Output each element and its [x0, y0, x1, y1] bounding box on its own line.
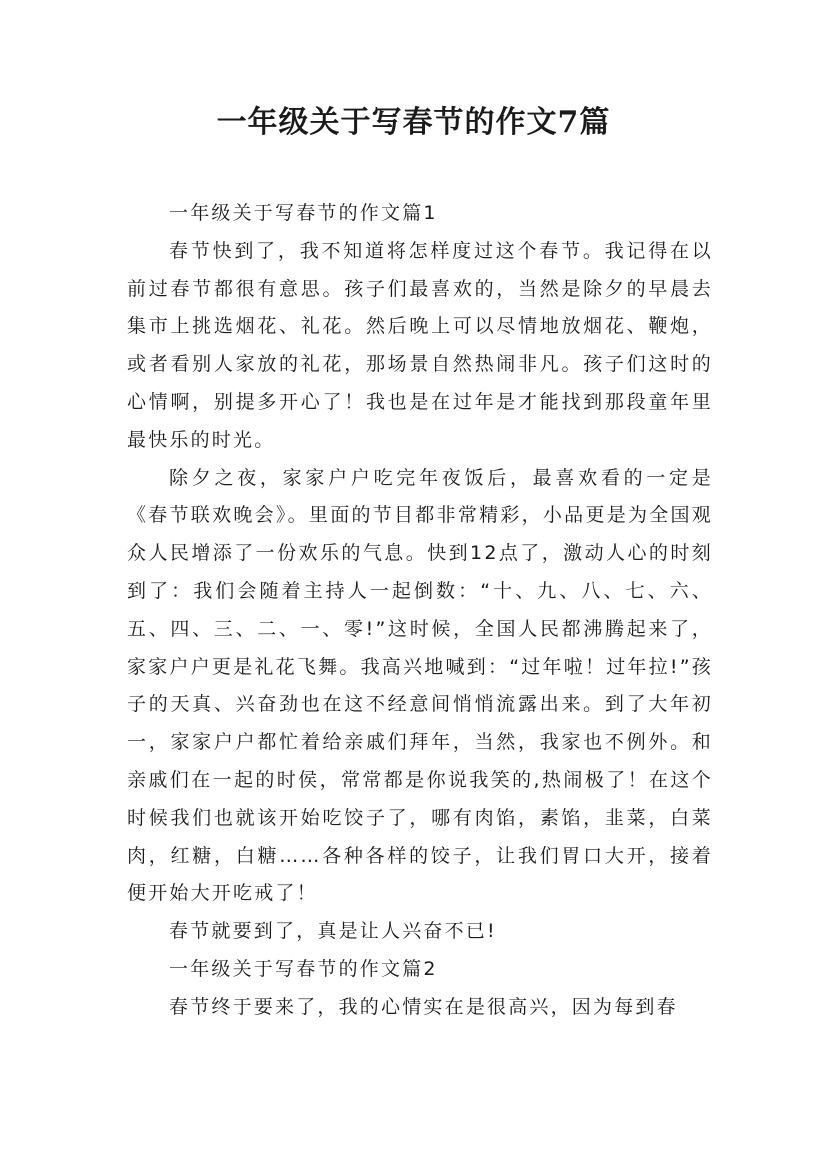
paragraph-1-1: 春节快到了，我不知道将怎样度过这个春节。我记得在以前过春节都很有意思。孩子们最喜欢的，当然是除夕的早晨去集市上挑选烟花、礼花。然后晚上可以尽情地放烟花、鞭炮，或者看别人家放的礼花，那场景自然热闹非凡。孩子们这时的心情啊，别提多开心了！我也是在过年是才能找到那段童年里最快乐的时光。	[127, 239, 713, 451]
section-heading-2: 一年级关于写春节的作文篇2	[169, 957, 438, 980]
section-heading-1: 一年级关于写春节的作文篇1	[169, 202, 438, 224]
paragraph-1-3: 春节就要到了，真是让人兴奋不已!	[169, 920, 497, 943]
paragraph-1-2: 除夕之夜，家家户户吃完年夜饭后，最喜欢看的一定是《春节联欢晚会》。里面的节目都非常精彩，小品更是为全国观众人民增添了一份欢乐的气息。快到12点了，激动人心的时刻到了：我们会随着主持人一起倒数：“十、九、八、七、六、五、四、三、二、一、零!”这时候，全国人民都沸腾起来了，家家户户更是礼花飞舞。我高兴地喊到：“过年啦！过年拉!”孩子的天真、兴奋劲也在这不经意间悄悄流露出来。到了大年初一，家家户户都忙着给亲戚们拜年，当然，我家也不例外。和亲戚们在一起的时侯，常常都是你说我笑的,热闹极了！在这个时候我们也就该开始吃饺子了，哪有肉馅，素馅，韭菜，白菜肉，红糖，白糖……各种各样的饺子，让我们胃口大开，接着便开始大开吃戒了！	[127, 466, 713, 905]
document-body	[127, 195, 713, 1027]
paragraph-2-1: 春节终于要来了，我的心情实在是很高兴，因为每到春	[169, 995, 678, 1018]
document-title: 一年级关于写春节的作文7篇	[216, 105, 611, 140]
